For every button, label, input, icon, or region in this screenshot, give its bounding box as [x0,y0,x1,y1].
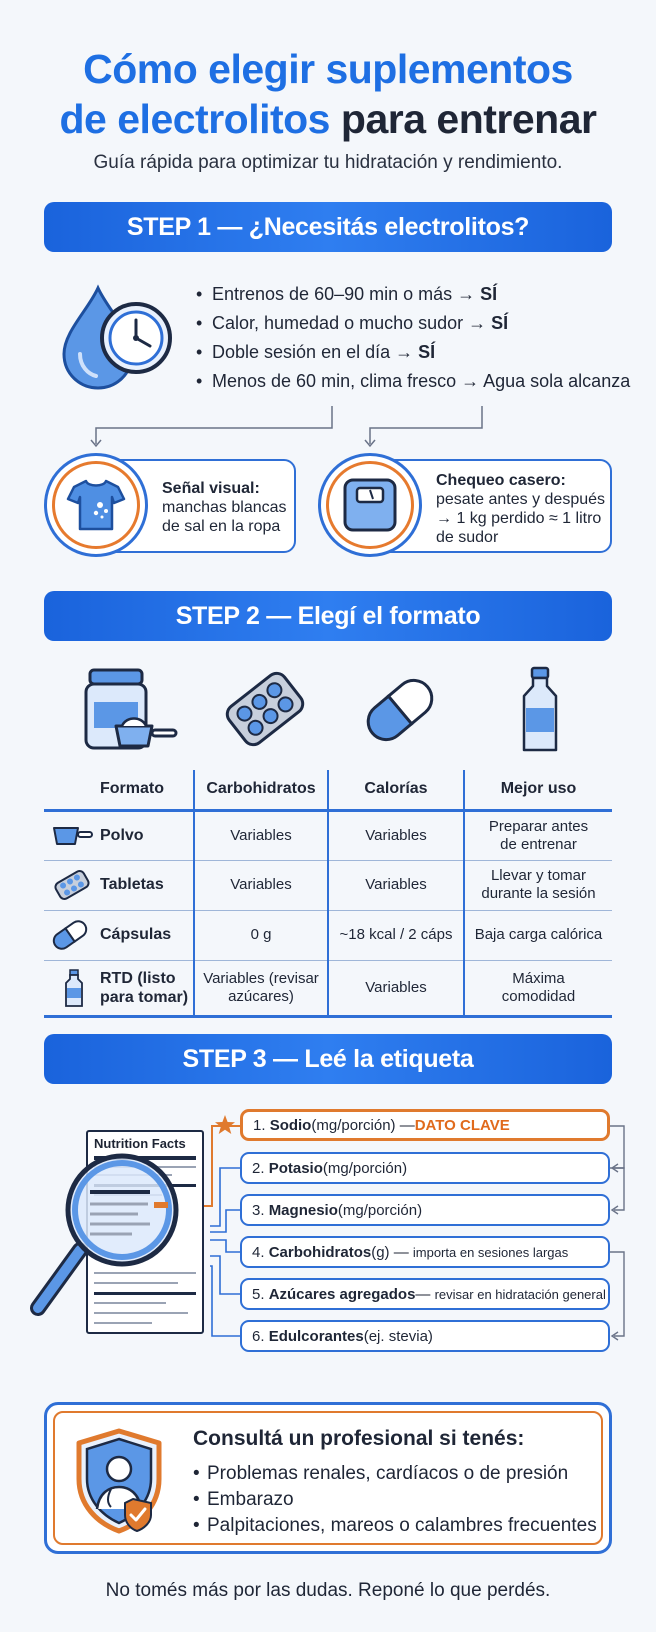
card-body: manchas blancas de sal en la ropa [162,499,287,535]
footer-tagline: No tomés más por las dudas. Reponé lo que perdés. [105,1580,551,1601]
column-header: Mejor uso [464,770,612,810]
star-icon [214,1114,236,1136]
table-row [44,860,612,910]
water-drop-clock-icon [58,282,174,392]
cell: ~18 kcal / 2 cáps [328,910,464,960]
format-name: Tabletas [100,876,164,893]
bottle-icon [520,666,560,756]
shirt-circle [44,453,148,557]
table-row [44,910,612,960]
label-item-carbs: 4. Carbohidratos (g) — importa en sesiones largas [240,1236,610,1268]
capsule-icon [50,918,90,952]
step1-header: STEP 1 — ¿Necesitás electrolitos? [44,202,612,252]
bullet-item: • Calor, humedad o mucho sudor → SÍ [196,309,630,338]
cell: Variables [194,810,328,860]
card-title: Señal visual: [162,480,260,497]
format-name: Polvo [100,826,144,844]
card-title: Chequeo casero: [436,472,566,489]
step3-header: STEP 3 — Leé la etiqueta [44,1034,612,1084]
cell: Variables [328,960,464,1016]
card-body: pesate antes y después → 1 kg perdido ≈ 1 litro de sudor [436,491,606,546]
column-header: Carbohidratos [194,770,328,810]
table-header-row [44,770,612,810]
consult-title: Consultá un profesional si tenés: [193,1427,525,1450]
table-row [44,960,612,1016]
table-row [44,810,612,860]
list-item: • Problemas renales, cardíacos o de presión [193,1461,597,1487]
format-table [44,770,612,1018]
blister-pack-icon [218,662,312,756]
bottle-icon [54,968,94,1008]
title-line-1: Cómo elegir suplementos [83,46,573,92]
bullet-item: • Entrenos de 60–90 min o más → SÍ [196,280,630,309]
column-header: Calorías [328,770,464,810]
format-name: RTD (listo para tomar) [100,969,189,1006]
scoop-icon [50,822,94,850]
cell: Variables [328,810,464,860]
doctor-shield-icon [71,1427,167,1535]
cell: Llevar y tomar durante la sesión [464,860,612,910]
list-item: • Embarazo [193,1487,597,1513]
cell: Preparar antes de entrenar [464,810,612,860]
consult-professional-box [44,1402,612,1554]
magnifier-icon [28,1142,218,1322]
page-subtitle: Guía rápida para optimizar tu hidratación y rendimiento. [93,152,563,173]
cell: Máxima comodidad [464,960,612,1016]
bullet-item: • Doble sesión en el día → SÍ [196,338,630,367]
bullet-item: • Menos de 60 min, clima fresco → Agua sola alcanza [196,367,630,396]
consult-list [193,1461,597,1539]
shirt-icon [66,477,126,533]
capsule-icon [362,672,438,748]
label-item-potassium: 2. Potasio (mg/porción) [240,1152,610,1184]
tablets-icon [50,868,94,902]
step1-bullet-list [196,280,630,396]
scale-circle [318,453,422,557]
cell: Variables (revisar azúcares) [194,960,328,1016]
cell: 0 g [194,910,328,960]
label-item-sodium: 1. Sodio (mg/porción) — DATO CLAVE [240,1109,610,1141]
cell: Baja carga calórica [464,910,612,960]
format-name: Cápsulas [100,926,172,943]
label-item-sweeteners: 6. Edulcorantes (ej. stevia) [240,1320,610,1352]
powder-jar-icon [82,668,178,752]
page-title [0,44,656,144]
cell: Variables [194,860,328,910]
column-header: Formato [44,770,194,810]
title-line-2-dark: para entrenar [340,96,597,142]
step2-header: STEP 2 — Elegí el formato [44,591,612,641]
title-line-2-blue: de electrolitos [59,96,330,142]
key-badge: DATO CLAVE [414,1116,510,1134]
connector-arrows [80,402,500,452]
list-item: • Palpitaciones, mareos o calambres frecuentes [193,1513,597,1539]
cell: Variables [328,860,464,910]
nutrition-label-title: Nutrition Facts [94,1136,186,1151]
label-item-sugars: 5. Azúcares agregados — revisar en hidratación general [240,1278,610,1310]
scale-icon [341,476,399,534]
label-item-magnesium: 3. Magnesio (mg/porción) [240,1194,610,1226]
